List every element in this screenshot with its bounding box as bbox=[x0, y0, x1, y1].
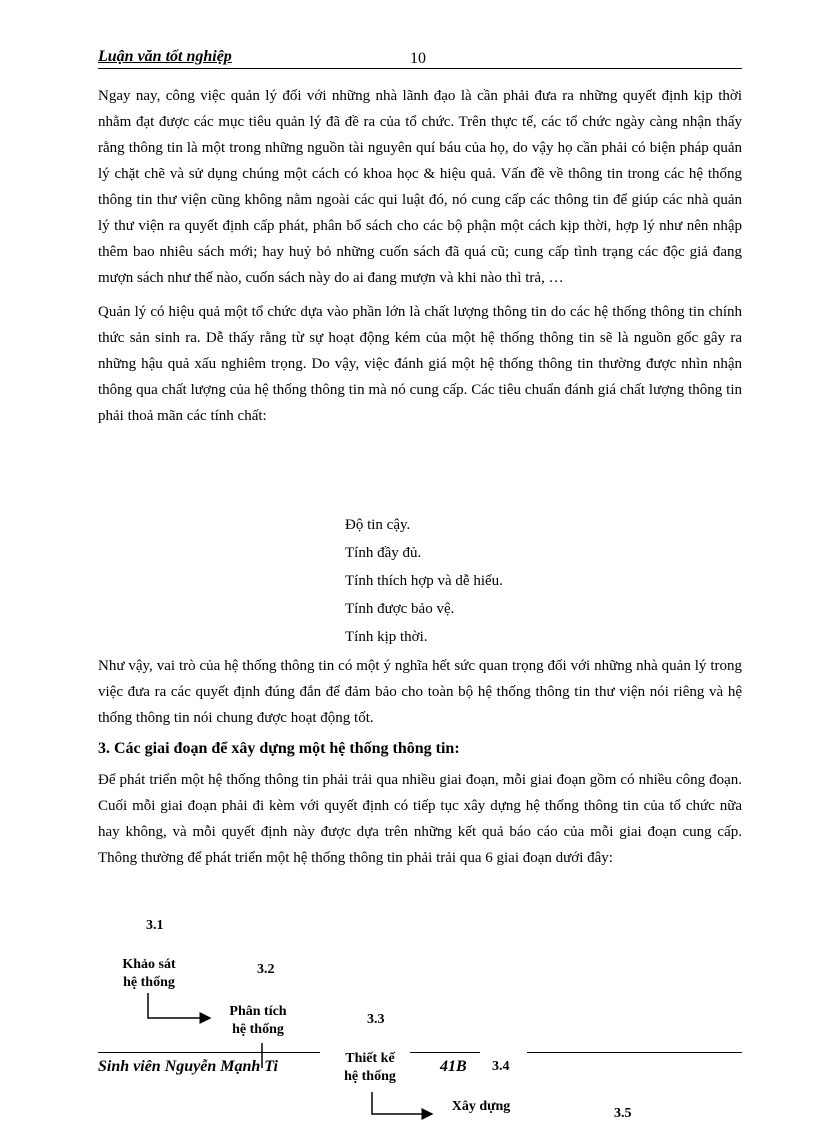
paragraph-conclusion: Như vậy, vai trò của hệ thống thông tin có một ý nghĩa hết sức quan trọng đối với những nhà quản lý trong việc đưa ra các quyết định đúng đắn để đảm bảo cho toàn bộ hệ thống thông tin thư viện nói riêng và hệ thống thông tin nói chung được hoạt động tốt. bbox=[98, 658, 742, 726]
criteria-item: Độ tin cậy. bbox=[345, 517, 411, 533]
paragraph-stages: Để phát triển một hệ thống thông tin phải trải qua nhiều giai đoạn, mỗi giai đoạn gồm có nhiều công đoạn. Cuối mỗi giai đoạn phải đi kèm với quyết định có tiếp tục xây dựng hệ thống thông tin của tổ chức nữa hay không, và mỗi quyết định này được dựa trên những kết quả báo cáo của mỗi giai đoạn cung cấp. Thông thường để phát triển một hệ thống thông tin phải trải qua 6 giai đoạn dưới đây: bbox=[98, 772, 742, 866]
stage-build: Xây dựng bbox=[451, 1099, 511, 1114]
page-number: 10 bbox=[410, 50, 426, 67]
stage-number: 3.3 bbox=[367, 1012, 385, 1027]
footer-class: 41B bbox=[440, 1058, 467, 1075]
paragraph-intro: Ngay nay, công việc quản lý đối với những nhà lãnh đạo là cần phải đưa ra những quyết định kịp thời nhằm đạt được các mục tiêu quản lý đã đề ra của tổ chức. Trên thực tế, các tổ chức ngày càng nhận thấy rằng thông tin là một trong những nguồn tài nguyên quí báu của họ, do vậy họ cần phải có biện pháp quản lý chặt chẽ và sử dụng chúng một cách có khoa học & hiệu quả. Vấn đề về thông tin trong các hệ thống thông tin thư viện cũng không nằm ngoài các qui luật đó, nó cung cấp các thông tin để giúp các nhà quản lý thư viện ra quyết định cấp phát, phân bổ sách cho các bộ phận một cách kịp thời, hợp lý như nên nhập thêm bao nhiêu sách mới; hay huỷ bỏ những cuốn sách đã quá cũ; cung cấp tình trạng các độc giả đang mượn sách như thế nào, cuốn sách này do ai đang mượn và khi nào thì trả, … bbox=[98, 88, 742, 286]
stage-design: Thiết kế hệ thống bbox=[330, 1050, 410, 1086]
footer-student: Sinh viên Nguyễn Mạnh Ti bbox=[98, 1058, 278, 1075]
paragraph-quality: Quản lý có hiệu quả một tổ chức dựa vào phần lớn là chất lượng thông tin do các hệ thống thông tin chính thức sản sinh ra. Dễ thấy rằng từ sự hoạt động kém của một hệ thống thông tin sẽ là nguồn gốc gây ra những hậu quả xấu nghiêm trọng. Do vậy, việc đánh giá một hệ thống thông tin thường được nhìn nhận thông qua chất lượng của hệ thống thông tin mà nó cung cấp. Các tiêu chuẩn đánh giá chất lượng thông tin phải thoả mãn các tính chất: bbox=[98, 304, 742, 424]
criteria-item: Tính đầy đủ. bbox=[345, 545, 422, 561]
stage-survey: Khảo sát hệ thống bbox=[122, 957, 176, 990]
section-heading: 3. Các giai đoạn để xây dựng một hệ thống thông tin: bbox=[98, 740, 460, 757]
stage-number: 3.4 bbox=[492, 1059, 510, 1074]
stage-number: 3.1 bbox=[146, 918, 164, 933]
arrow-connector bbox=[148, 993, 210, 1018]
criteria-item: Tính thích hợp và dễ hiểu. bbox=[345, 573, 503, 589]
stage-number: 3.2 bbox=[257, 962, 275, 977]
header-title: Luận văn tốt nghiệp bbox=[98, 48, 232, 65]
arrow-connector bbox=[372, 1092, 432, 1114]
stage-number: 3.5 bbox=[614, 1106, 632, 1121]
footer-rule bbox=[400, 1052, 480, 1053]
criteria-item: Tính được bảo vệ. bbox=[345, 601, 455, 617]
criteria-item: Tính kịp thời. bbox=[345, 629, 428, 645]
stage-analysis: Phân tích hệ thống bbox=[229, 1004, 287, 1037]
footer-rule bbox=[527, 1052, 742, 1053]
footer-rule bbox=[98, 1052, 320, 1053]
